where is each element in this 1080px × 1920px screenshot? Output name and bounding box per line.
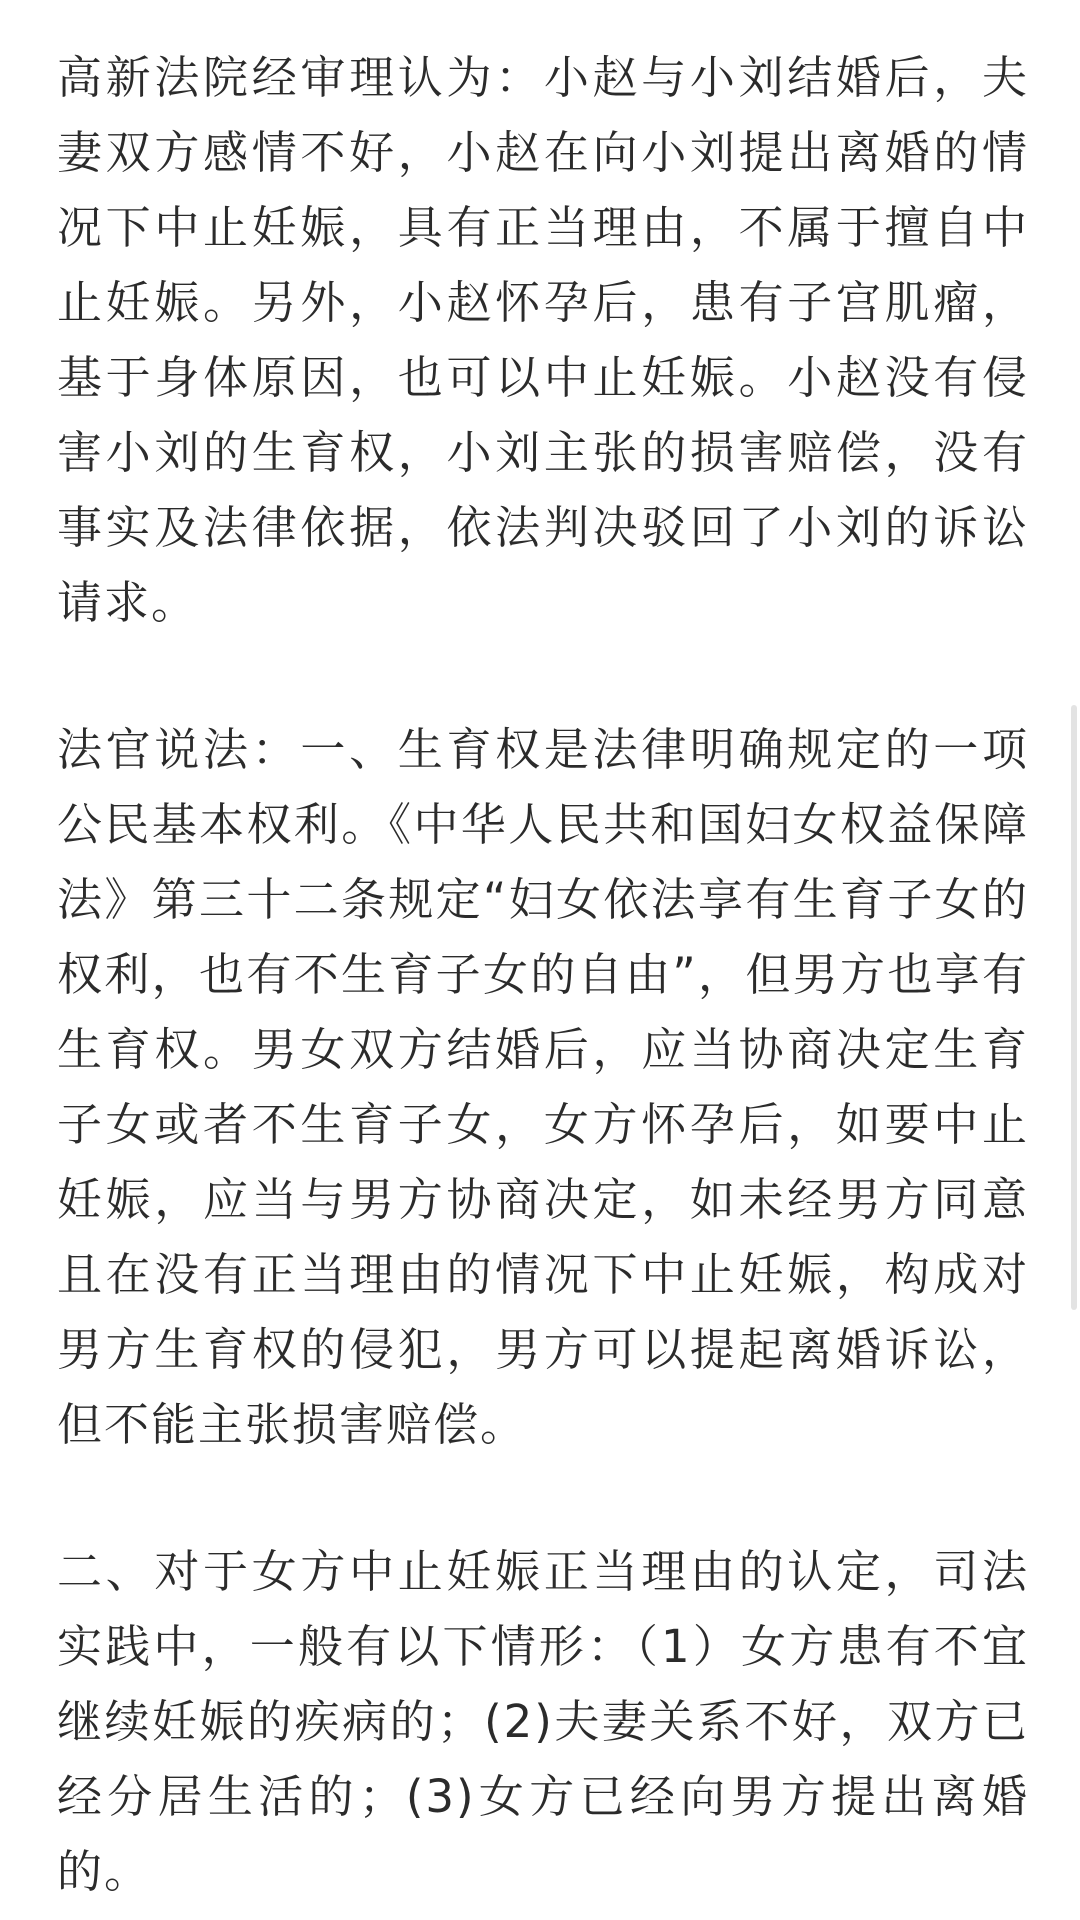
paragraph-spacer (57, 1462, 1029, 1534)
paragraph-justified-reasons: 二、对于女方中止妊娠正当理由的认定，司法实践中，一般有以下情形：（1）女方患有不宜继续妊娠的疾病的；(2)夫妻关系不好，双方已经分居生活的；(3)女方已经向男方提出离婚的。 (57, 1545, 1029, 1898)
paragraph-judge-explanation: 法官说法：一、生育权是法律明确规定的一项公民基本权利。《中华人民共和国妇女权益保障法》第三十二条规定“妇女依法享有生育子女的权利，也有不生育子女的自由”，但男方也享有生育权。男女双方结婚后，应当协商决定生育子女或者不生育子女，女方怀孕后，如要中止妊娠，应当与男方协商决定，如未经男方同意且在没有正当理由的情况下中止妊娠，构成对男方生育权的侵犯，男方可以提起离婚诉讼，但不能主张损害赔偿。 (57, 723, 1029, 1451)
article-body (57, 40, 1029, 1909)
paragraph-court-ruling: 高新法院经审理认为：小赵与小刘结婚后，夫妻双方感情不好，小赵在向小刘提出离婚的情况下中止妊娠，具有正当理由，不属于擅自中止妊娠。另外，小赵怀孕后，患有子宫肌瘤，基于身体原因，也可以中止妊娠。小赵没有侵害小刘的生育权，小刘主张的损害赔偿，没有事实及法律依据，依法判决驳回了小刘的诉讼请求。 (57, 51, 1029, 629)
scrollbar[interactable] (1071, 705, 1077, 1310)
paragraph-spacer (57, 640, 1029, 712)
